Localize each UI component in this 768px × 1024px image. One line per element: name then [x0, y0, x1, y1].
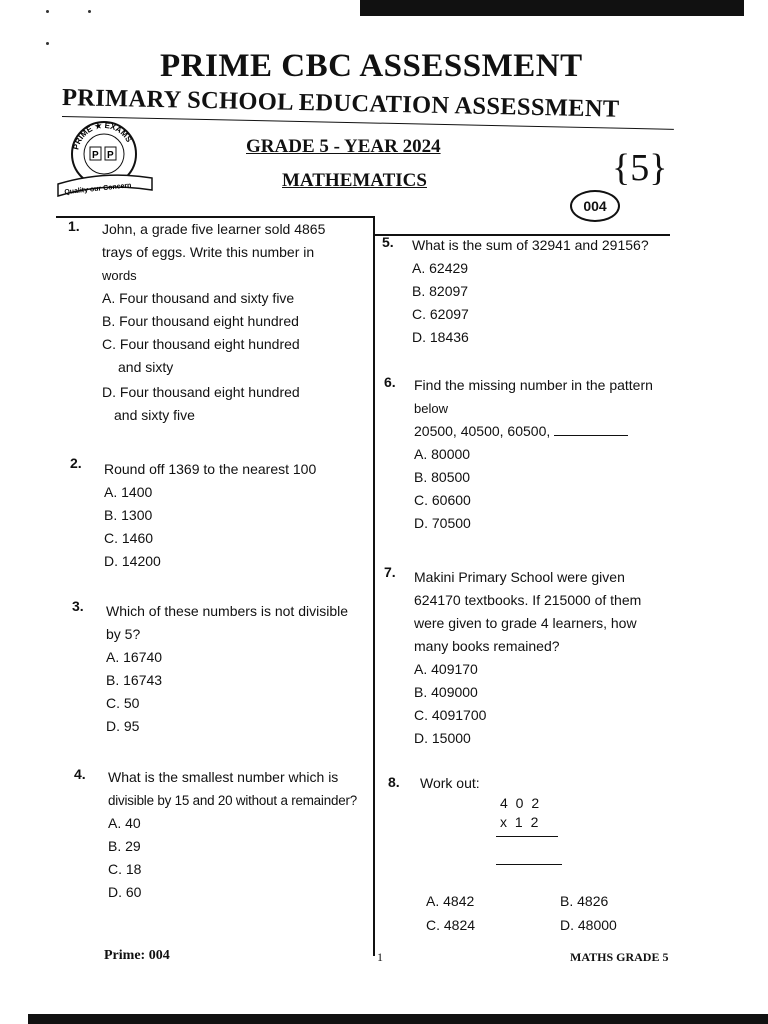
question-4-option-c[interactable]: C. 18 [108, 861, 142, 877]
question-3-option-b[interactable]: B. 16743 [106, 672, 163, 688]
question-5-number: 5. [382, 234, 394, 250]
question-4-text: divisible by 15 and 20 without a remainder? [108, 793, 357, 808]
footer-subject: MATHS GRADE 5 [570, 950, 669, 964]
question-1-text: John, a grade five learner sold 4865 [102, 221, 326, 237]
question-2-text: Round off 1369 to the nearest 100 [104, 461, 317, 477]
question-1-text: trays of eggs. Write this number in [102, 244, 315, 260]
page-number: 1 [377, 950, 383, 964]
question-1-option-d[interactable]: and sixty five [114, 407, 195, 423]
question-2-option-a[interactable]: A. 1400 [104, 484, 153, 500]
question-7-text: many books remained? [414, 638, 560, 654]
question-1-option-b[interactable]: B. Four thousand eight hundred [102, 313, 299, 329]
question-7-text: Makini Primary School were given [414, 569, 625, 585]
question-8-option-c[interactable]: C. 4824 [426, 917, 476, 933]
question-1 [102, 218, 372, 427]
question-1-option-a[interactable]: A. Four thousand and sixty five [102, 290, 295, 306]
question-8-option-b[interactable]: B. 4826 [560, 893, 609, 909]
question-2-number: 2. [70, 455, 82, 471]
question-7-text: were given to grade 4 learners, how [414, 615, 637, 631]
question-6-option-c[interactable]: C. 60600 [414, 492, 471, 508]
question-2-option-d[interactable]: D. 14200 [104, 553, 161, 569]
question-8-option-a[interactable]: A. 4842 [426, 893, 475, 909]
question-4 [108, 766, 374, 904]
question-6-text: Find the missing number in the pattern [414, 377, 653, 393]
question-8-text: Work out: [420, 775, 480, 791]
answer-blank[interactable] [554, 423, 628, 436]
question-1-option-c[interactable]: and sixty [118, 359, 174, 375]
question-7-option-a[interactable]: A. 409170 [414, 661, 478, 677]
scan-top-edge [360, 0, 744, 16]
question-6 [414, 374, 704, 535]
svg-text:P: P [107, 150, 114, 161]
working-line [496, 836, 558, 837]
question-5-option-a[interactable]: A. 62429 [412, 260, 469, 276]
question-3-option-a[interactable]: A. 16740 [106, 649, 163, 665]
question-5 [412, 234, 702, 349]
question-1-option-d[interactable]: D. Four thousand eight hundred [102, 384, 300, 400]
multiplicand: 4 0 2 [500, 795, 542, 811]
question-3-option-d[interactable]: D. 95 [106, 718, 140, 734]
question-6-option-a[interactable]: A. 80000 [414, 446, 471, 462]
question-1-number: 1. [68, 218, 80, 234]
question-3 [106, 600, 372, 738]
question-8-number: 8. [388, 774, 400, 790]
multiplier: x 1 2 [500, 814, 541, 830]
multiplication-problem [500, 794, 541, 832]
scan-speck [88, 10, 91, 13]
svg-text:Quality our Concern: Quality our Concern [64, 182, 132, 197]
question-6-option-b[interactable]: B. 80500 [414, 469, 471, 485]
question-5-option-b[interactable]: B. 82097 [412, 283, 469, 299]
svg-text:PRIME ★ EXAMS: PRIME ★ EXAMS [71, 120, 134, 151]
question-7-text: 624170 textbooks. If 215000 of them [414, 592, 642, 608]
question-3-number: 3. [72, 598, 84, 614]
assessment-subtitle: PRIMARY SCHOOL EDUCATION ASSESSMENT [61, 84, 620, 123]
scan-speck [46, 10, 49, 13]
footer-paper-id: Prime: 004 [104, 948, 170, 963]
question-4-text: What is the smallest number which is [108, 769, 339, 785]
question-5-option-c[interactable]: C. 62097 [412, 306, 469, 322]
question-2-option-b[interactable]: B. 1300 [104, 507, 153, 523]
question-4-number: 4. [74, 766, 86, 782]
question-7-number: 7. [384, 564, 396, 580]
question-2-option-c[interactable]: C. 1460 [104, 530, 154, 546]
subject-title: MATHEMATICS [282, 170, 427, 191]
assessment-title: PRIME CBC ASSESSMENT [160, 48, 583, 84]
question-6-pattern: 20500, 40500, 60500, [414, 423, 551, 439]
question-3-option-c[interactable]: C. 50 [106, 695, 140, 711]
question-4-option-d[interactable]: D. 60 [108, 884, 142, 900]
grade-number: {5} [612, 147, 668, 189]
question-7-option-d[interactable]: D. 15000 [414, 730, 471, 746]
question-5-text: What is the sum of 32941 and 29156? [412, 237, 649, 253]
question-3-text: by 5? [106, 626, 141, 642]
question-4-option-b[interactable]: B. 29 [108, 838, 141, 854]
scan-bottom-edge [28, 1014, 768, 1024]
question-6-text: below [414, 401, 448, 416]
grade-year: GRADE 5 - YEAR 2024 [246, 136, 441, 157]
question-4-option-a[interactable]: A. 40 [108, 815, 141, 831]
question-6-number: 6. [384, 374, 396, 390]
question-2 [104, 458, 370, 573]
question-7-option-b[interactable]: B. 409000 [414, 684, 478, 700]
scan-speck [46, 42, 49, 45]
question-6-option-d[interactable]: D. 70500 [414, 515, 471, 531]
svg-text:P: P [92, 150, 99, 161]
paper-code: 004 [570, 190, 620, 222]
question-7-option-c[interactable]: C. 4091700 [414, 707, 487, 723]
question-1-text: words [102, 268, 137, 283]
question-3-text: Which of these numbers is not divisible [106, 603, 348, 619]
question-1-option-c[interactable]: C. Four thousand eight hundred [102, 336, 300, 352]
answer-line[interactable] [496, 864, 562, 865]
question-8-option-d[interactable]: D. 48000 [560, 917, 617, 933]
prime-exams-logo-icon [56, 114, 156, 204]
question-7 [414, 566, 704, 750]
question-5-option-d[interactable]: D. 18436 [412, 329, 469, 345]
